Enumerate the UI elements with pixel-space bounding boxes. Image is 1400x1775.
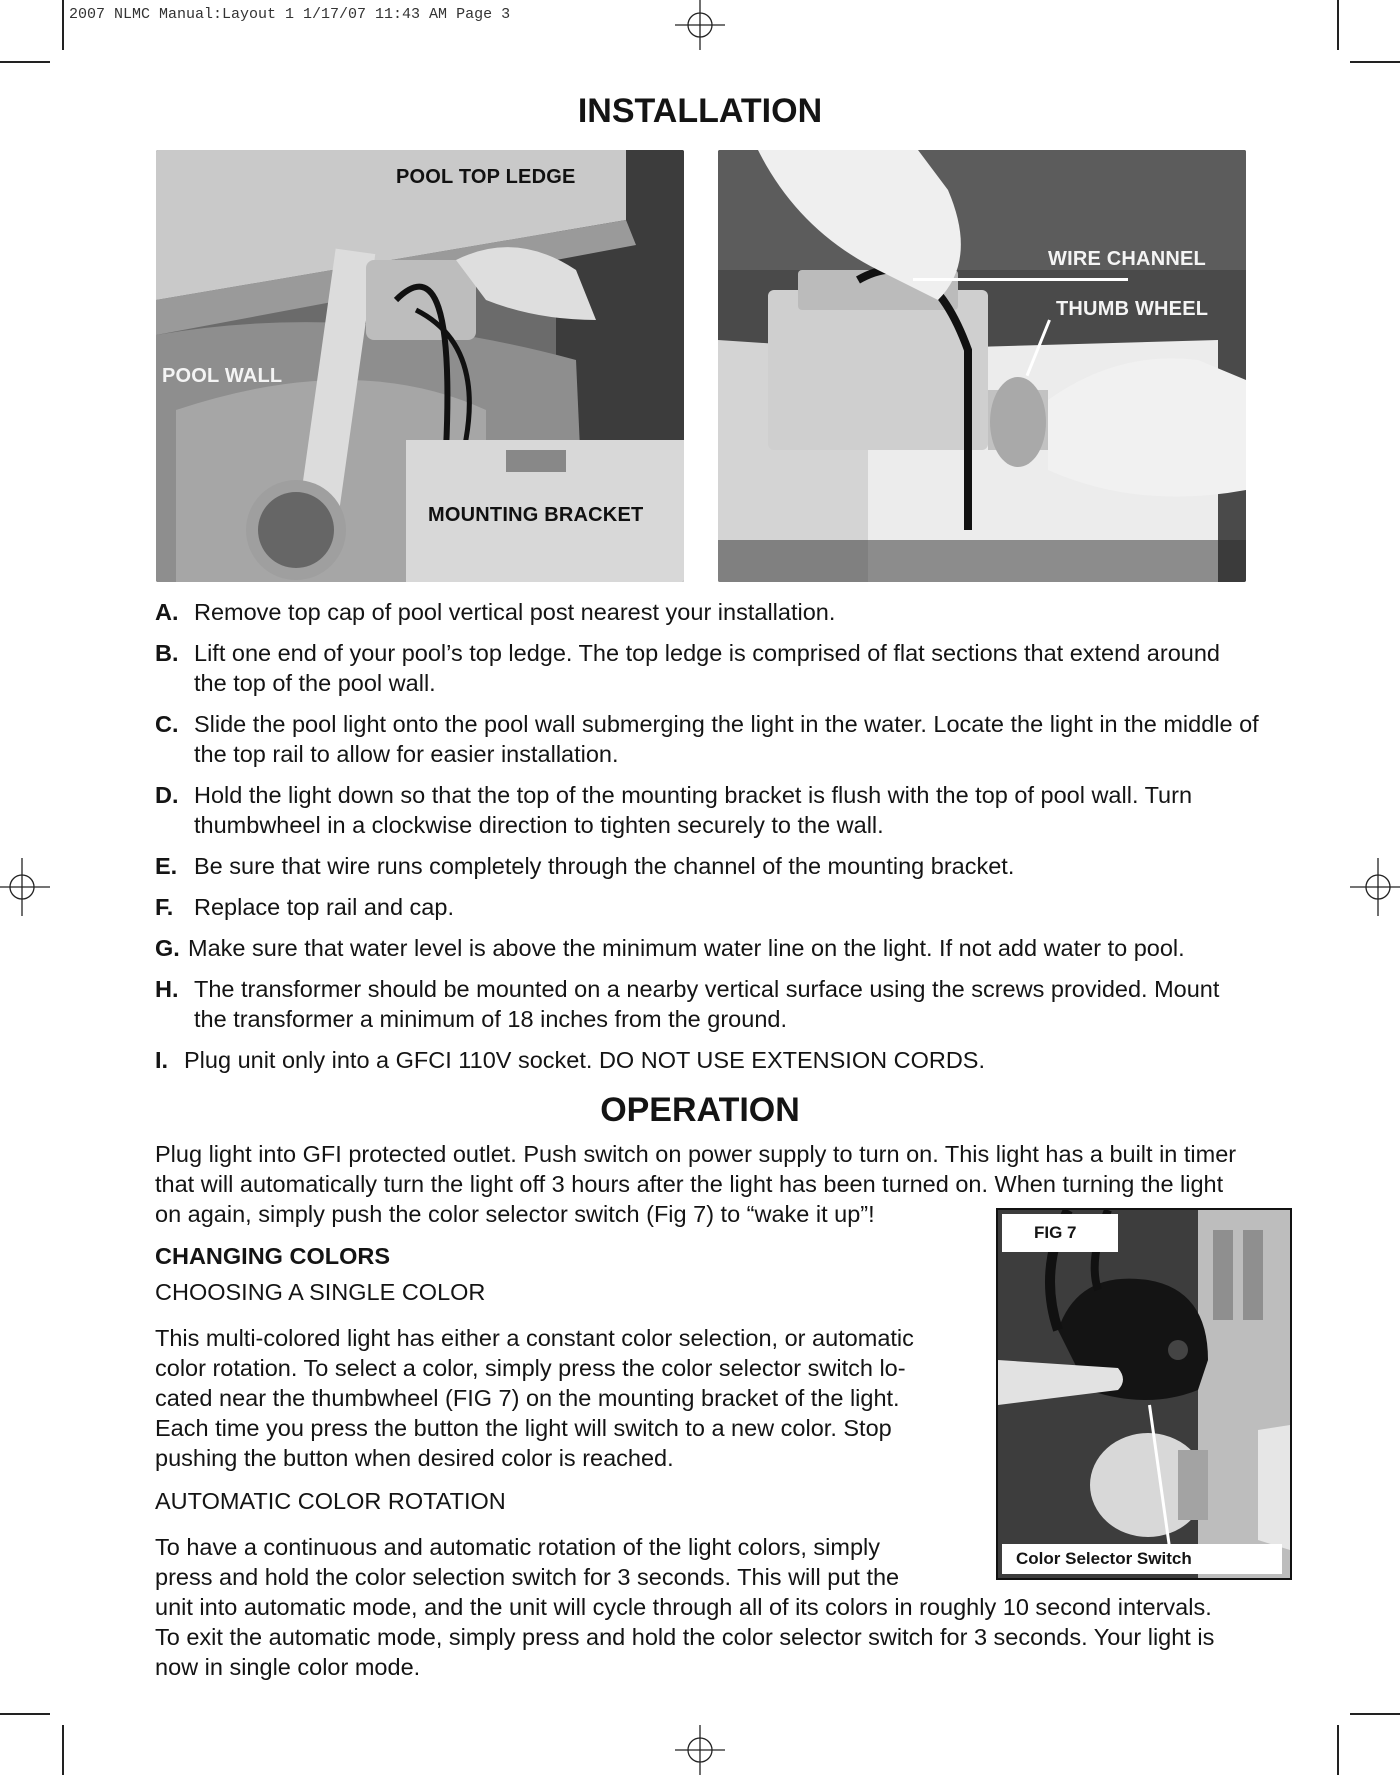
list-item xyxy=(155,974,1285,1034)
list-item xyxy=(155,709,1285,769)
auto-rotation-line: To have a continuous and automatic rotation of the light colors, simply xyxy=(155,1534,880,1560)
crop-mark xyxy=(1337,0,1339,50)
thumbwheel-photo-illustration xyxy=(718,150,1246,582)
registration-mark-icon xyxy=(671,1717,729,1775)
auto-rotation-line: To exit the automatic mode, simply press and hold the color selector switch for 3 seconds. Your light is xyxy=(155,1624,1215,1650)
changing-colors-heading: CHANGING COLORS xyxy=(155,1243,390,1269)
crop-mark xyxy=(0,61,50,63)
label-thumb-wheel: THUMB WHEEL xyxy=(1056,298,1209,320)
step-text: Lift one end of your pool’s top ledge. The top ledge is comprised of flat sections that extend around the top of the pool wall. xyxy=(194,640,1220,696)
single-color-heading: CHOOSING A SINGLE COLOR xyxy=(155,1279,486,1305)
step-letter: D. xyxy=(155,782,179,808)
list-item xyxy=(155,851,1285,881)
crop-mark xyxy=(1350,1713,1400,1715)
figure-tag: FIG 7 xyxy=(1002,1214,1118,1252)
crop-mark xyxy=(0,1713,50,1715)
auto-rotation-line: unit into automatic mode, and the unit will cycle through all of its colors in roughly 10 second intervals. xyxy=(155,1594,1212,1620)
step-letter: B. xyxy=(155,640,179,666)
step-text: Replace top rail and cap. xyxy=(194,894,454,920)
operation-intro-line: on again, simply push the color selector switch (Fig 7) to “wake it up”! xyxy=(155,1201,875,1227)
step-letter: H. xyxy=(155,976,179,1002)
single-color-line: This multi-colored light has either a constant color selection, or automatic xyxy=(155,1325,914,1351)
step-text: Slide the pool light onto the pool wall submerging the light in the water. Locate the light in the middle of the top rail to allow for easier installation. xyxy=(194,711,1259,767)
crop-mark xyxy=(62,1725,64,1775)
step-letter: I. xyxy=(155,1047,169,1073)
step-text: Make sure that water level is above the minimum water line on the light. If not add water to pool. xyxy=(188,935,1185,961)
step-letter: C. xyxy=(155,711,179,737)
single-color-line: color rotation. To select a color, simply press the color selector switch lo- xyxy=(155,1355,906,1381)
auto-rotation-line: now in single color mode. xyxy=(155,1654,421,1680)
crop-mark xyxy=(62,0,64,50)
step-letter: F. xyxy=(155,894,174,920)
auto-rotation-line: press and hold the color selection switch for 3 seconds. This will put the xyxy=(155,1564,900,1590)
registration-mark-icon xyxy=(1342,858,1400,916)
single-color-line: Each time you press the button the light will switch to a new color. Stop xyxy=(155,1415,892,1441)
step-letter: G. xyxy=(155,935,180,961)
operation-heading: OPERATION xyxy=(600,1091,800,1129)
single-color-line: pushing the button when desired color is reached. xyxy=(155,1445,674,1471)
label-pool-top-ledge: POOL TOP LEDGE xyxy=(396,166,576,188)
step-text: Hold the light down so that the top of the mounting bracket is flush with the top of pool wall. Turn thumbwheel in a clockwise direction to tighten securely to the wall. xyxy=(194,782,1193,838)
operation-intro-line: Plug light into GFI protected outlet. Push switch on power supply to turn on. This light has a built in timer xyxy=(155,1141,1237,1167)
list-item xyxy=(155,933,1285,963)
list-item xyxy=(155,892,1285,922)
installation-photo-left xyxy=(156,150,684,582)
step-text: Be sure that wire runs completely through the channel of the mounting bracket. xyxy=(194,853,1015,879)
step-letter: A. xyxy=(155,599,179,625)
list-item xyxy=(155,638,1285,698)
installation-heading: INSTALLATION xyxy=(577,92,823,130)
color-selector-photo-illustration xyxy=(998,1210,1290,1578)
figure-caption: Color Selector Switch xyxy=(1002,1544,1282,1574)
operation-intro-line: that will automatically turn the light off 3 hours after the light has been turned on. When turning the light xyxy=(155,1171,1224,1197)
step-text: Plug unit only into a GFCI 110V socket. DO NOT USE EXTENSION CORDS. xyxy=(184,1047,986,1073)
registration-mark-icon xyxy=(671,0,729,58)
step-text: The transformer should be mounted on a nearby vertical surface using the screws provided. Mount the transformer a minimum of 18 inches from the ground. xyxy=(194,976,1220,1032)
label-pool-wall: POOL WALL xyxy=(162,365,283,387)
step-letter: E. xyxy=(155,853,178,879)
label-wire-channel: WIRE CHANNEL xyxy=(1048,248,1206,270)
step-text: Remove top cap of pool vertical post nearest your installation. xyxy=(194,599,836,625)
print-slug: 2007 NLMC Manual:Layout 1 1/17/07 11:43 AM Page 3 xyxy=(69,6,511,23)
installation-photo-right xyxy=(718,150,1246,582)
crop-mark xyxy=(1337,1725,1339,1775)
wire-channel-pointer xyxy=(913,278,1128,281)
registration-mark-icon xyxy=(0,858,58,916)
single-color-line: cated near the thumbwheel (FIG 7) on the mounting bracket of the light. xyxy=(155,1385,900,1411)
list-item xyxy=(155,1045,1285,1075)
auto-rotation-heading: AUTOMATIC COLOR ROTATION xyxy=(155,1488,506,1514)
crop-mark xyxy=(1350,61,1400,63)
label-mounting-bracket: MOUNTING BRACKET xyxy=(428,504,644,526)
list-item xyxy=(155,780,1285,840)
installation-steps-list xyxy=(155,597,1285,1086)
list-item xyxy=(155,597,1285,627)
figure-7 xyxy=(996,1208,1292,1580)
